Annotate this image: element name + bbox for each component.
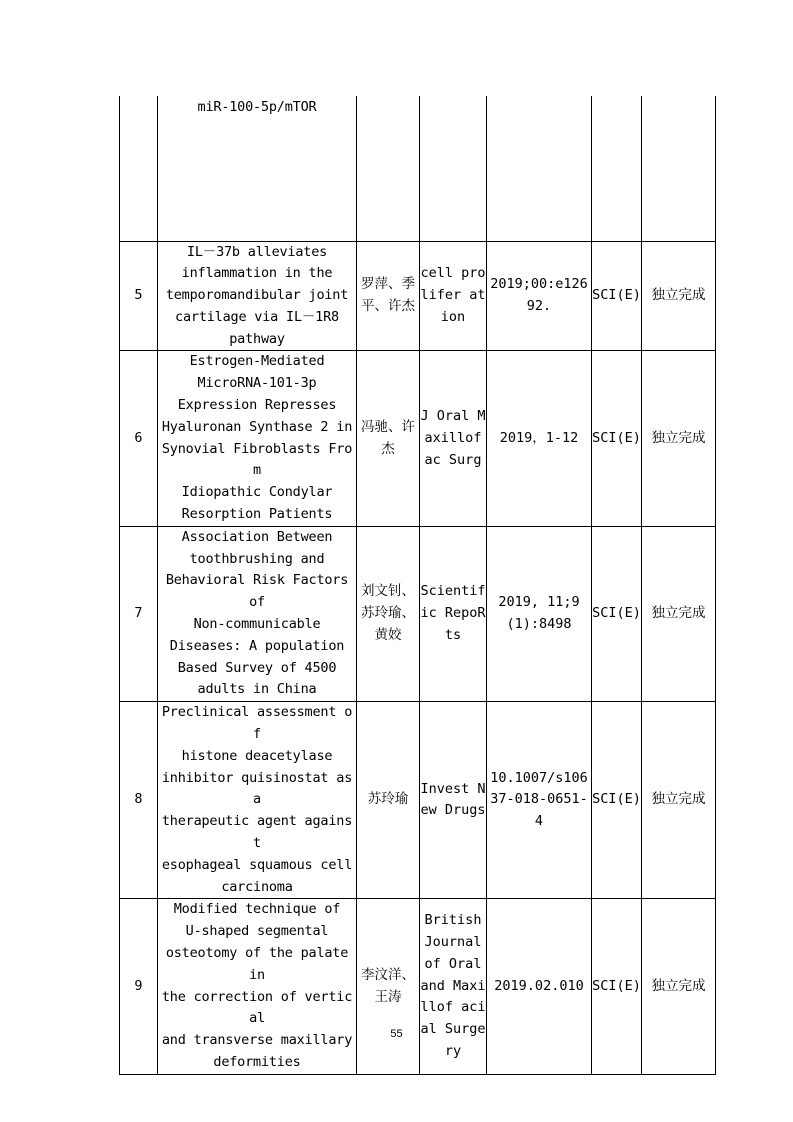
- authors-cell: 刘文钊、苏玲瑜、黄姣: [357, 526, 420, 701]
- journal-cell: [420, 96, 487, 241]
- publication-info-cell: 2019.02.010: [487, 899, 592, 1074]
- authors-cell: [357, 96, 420, 241]
- index-type-cell: [592, 96, 642, 241]
- publication-info-cell: [487, 96, 592, 241]
- completion-cell: 独立完成: [642, 241, 716, 351]
- publication-table: [119, 96, 716, 1075]
- authors-cell: 冯驰、许杰: [357, 351, 420, 526]
- journal-cell: J Oral Maxillof ac Surg: [420, 351, 487, 526]
- completion-cell: [642, 96, 716, 241]
- publication-info-cell: 2019，1-12: [487, 351, 592, 526]
- journal-cell: cell prolifer ation: [420, 241, 487, 351]
- publication-info-cell: 2019, 11;9(1):8498: [487, 526, 592, 701]
- paper-title-cell: Preclinical assessment of histone deacetylase inhibitor quisinostat as a therapeutic agent against esophageal squamous cell carcinoma: [158, 702, 357, 899]
- table-row: [120, 96, 716, 241]
- paper-title-cell: miR-100-5p/mTOR: [158, 96, 357, 241]
- table-row: [120, 702, 716, 899]
- paper-title-cell: Modified technique of U-shaped segmental osteotomy of the palate in the correction of vertical and transverse maxillary deformities: [158, 899, 357, 1074]
- page-number: 55: [390, 1028, 403, 1040]
- paper-title-cell: IL－37b alleviates inflammation in the temporomandibular joint cartilage via IL－1R8 pathway: [158, 241, 357, 351]
- row-number-cell: 6: [120, 351, 158, 526]
- table-row: [120, 351, 716, 526]
- index-type-cell: SCI(E): [592, 526, 642, 701]
- journal-cell: British Journal of Oral and Maxillof acial Surgery: [420, 899, 487, 1074]
- table-row: [120, 526, 716, 701]
- authors-cell: 苏玲瑜: [357, 702, 420, 899]
- row-number-cell: [120, 96, 158, 241]
- row-number-cell: 5: [120, 241, 158, 351]
- journal-cell: Invest New Drugs: [420, 702, 487, 899]
- completion-cell: 独立完成: [642, 702, 716, 899]
- paper-title-cell: Association Between toothbrushing and Behavioral Risk Factors of Non-communicable Diseases: A population Based Survey of 4500 adults in China: [158, 526, 357, 701]
- row-number-cell: 9: [120, 899, 158, 1074]
- table-row: [120, 241, 716, 351]
- completion-cell: 独立完成: [642, 351, 716, 526]
- table-row: [120, 899, 716, 1074]
- completion-cell: 独立完成: [642, 526, 716, 701]
- authors-cell: 罗萍、季平、许杰: [357, 241, 420, 351]
- index-type-cell: SCI(E): [592, 702, 642, 899]
- index-type-cell: SCI(E): [592, 351, 642, 526]
- publication-info-cell: 2019;00:e126 92.: [487, 241, 592, 351]
- index-type-cell: SCI(E): [592, 899, 642, 1074]
- authors-cell: 李汶洋、王涛: [357, 899, 420, 1074]
- completion-cell: 独立完成: [642, 899, 716, 1074]
- row-number-cell: 8: [120, 702, 158, 899]
- paper-title-cell: Estrogen-Mediated MicroRNA-101-3p Expression Represses Hyaluronan Synthase 2 in Synovial Fibroblasts From Idiopathic Condylar Resorption Patients: [158, 351, 357, 526]
- journal-cell: Scientif ic RepoRts: [420, 526, 487, 701]
- index-type-cell: SCI(E): [592, 241, 642, 351]
- row-number-cell: 7: [120, 526, 158, 701]
- publication-info-cell: 10.1007/s106 37-018-0651- 4: [487, 702, 592, 899]
